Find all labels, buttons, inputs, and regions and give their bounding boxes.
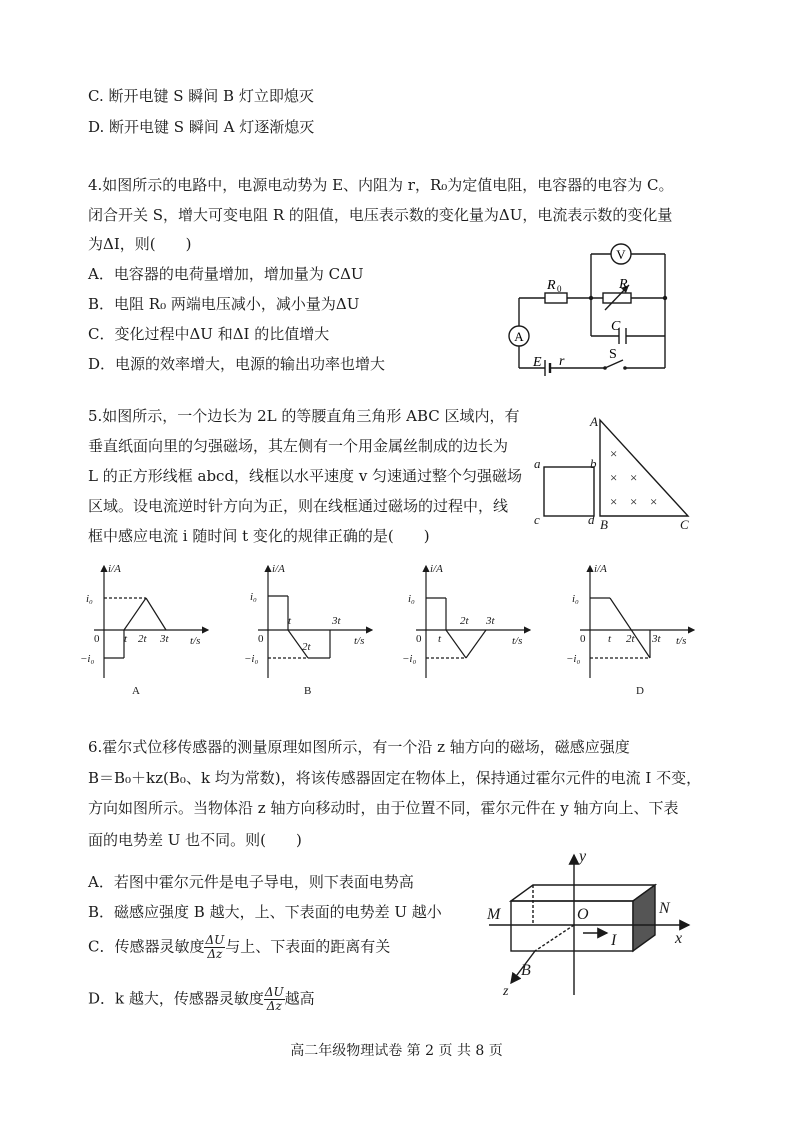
field-x: × (610, 446, 618, 461)
graph-a (80, 563, 208, 697)
tick-t: t (124, 633, 128, 645)
tick-t: t (288, 615, 292, 627)
q6-hall-sensor-diagram (475, 845, 705, 1005)
axis-ylabel: i/A (108, 563, 121, 575)
tick-2t: 2t (460, 615, 469, 627)
tick-i0: i₀ (408, 593, 415, 605)
tick-neg-i0: −i₀ (244, 653, 259, 665)
origin: 0 (580, 633, 586, 645)
origin: 0 (258, 633, 264, 645)
ammeter-label: A (514, 329, 524, 344)
frame-d: d (588, 512, 595, 527)
tick-t: t (438, 633, 442, 645)
graph-label-b: B (304, 685, 312, 697)
q4-stem-line3: 为ΔI，则( ) (88, 235, 192, 253)
tick-i0: i₀ (572, 593, 579, 605)
switch-label: S (609, 347, 617, 362)
tick-2t: 2t (138, 633, 147, 645)
q3-option-d: D. 断开电键 S 瞬间 A 灯逐渐熄灭 (88, 118, 315, 136)
q5-stem-line4: 区域。设电流逆时针方向为正，则在线框通过磁场的过程中，线 (88, 497, 509, 515)
frame-c: c (534, 512, 540, 527)
axis-xlabel: t/s (354, 635, 365, 647)
face-m-label: M (487, 906, 501, 923)
internal-r-label: r (559, 354, 565, 369)
q6-option-a: A．若图中霍尔元件是电子导电，则下表面电势高 (88, 873, 414, 891)
q6-option-d (88, 986, 315, 1013)
q5-stem-line1: 5.如图所示，一个边长为 2L 的等腰直角三角形 ABC 区域内，有 (88, 407, 520, 425)
fraction-denominator: Δz (266, 999, 282, 1013)
q6-stem-line4: 面的电势差 U 也不同。则( ) (88, 831, 302, 849)
fraction-denominator: Δz (207, 947, 223, 961)
axis-ylabel: i/A (272, 563, 285, 575)
r0-label: R (547, 278, 556, 293)
field-x: × (610, 470, 618, 485)
q4-option-c: C．变化过程中ΔU 和ΔI 的比值增大 (88, 325, 330, 343)
q6-stem-line3: 方向如图所示。当物体沿 z 轴方向移动时，由于位置不同，霍尔元件在 y 轴方向上、下表 (88, 799, 679, 817)
axis-xlabel: t/s (676, 635, 687, 647)
q6-stem-line2: B＝B₀＋kz(B₀、k 均为常数)，将该传感器固定在物体上，保持通过霍尔元件的电流 I 不变， (88, 769, 702, 787)
q5-answer-graphs (80, 560, 720, 700)
q6-stem-line1: 6.霍尔式位移传感器的测量原理如图所示，有一个沿 z 轴方向的磁场，磁感应强度 (88, 738, 630, 756)
emf-label: E (533, 355, 542, 370)
axis-ylabel: i/A (594, 563, 607, 575)
q6-option-c-suffix: 与上、下表面的距离有关 (225, 937, 391, 956)
field-x: × (630, 494, 638, 509)
field-x: × (610, 494, 618, 509)
current-i-label: I (611, 932, 617, 949)
graph-c (402, 563, 530, 678)
sensitivity-fraction (264, 986, 285, 1013)
q4-stem-line1: 4.如图所示的电路中，电源电动势为 E、内阻为 r，R₀为定值电阻，电容器的电容为 C。 (88, 176, 674, 194)
r0-subscript: 0 (557, 284, 562, 294)
tick-3t: 3t (160, 633, 169, 645)
fraction-numerator: ΔU (205, 933, 225, 947)
r-label: R (619, 277, 628, 292)
graph-d (566, 563, 694, 697)
face-n-label: N (659, 900, 670, 917)
tick-i0: i₀ (86, 593, 93, 605)
tick-i0: i₀ (250, 591, 257, 603)
q4-option-d: D．电源的效率增大，电源的输出功率也增大 (88, 355, 386, 373)
axis-ylabel: i/A (430, 563, 443, 575)
field-x: × (630, 470, 638, 485)
q6-option-d-prefix: D．k 越大，传感器灵敏度 (88, 989, 264, 1008)
q5-stem-line2: 垂直纸面向里的匀强磁场，其左侧有一个用金属丝制成的边长为 (88, 437, 509, 455)
c-label: C (611, 319, 621, 334)
axis-xlabel: t/s (190, 635, 201, 647)
sensitivity-fraction (204, 934, 225, 961)
origin: 0 (416, 633, 422, 645)
field-x: × (650, 494, 658, 509)
q4-circuit-diagram (505, 238, 685, 378)
q4-stem-line2: 闭合开关 S，增大可变电阻 R 的阻值，电压表示数的变化量为ΔU，电流表示数的变化量 (88, 206, 673, 224)
q6-option-c-prefix: C．传感器灵敏度 (88, 937, 205, 956)
frame-a: a (534, 456, 541, 471)
z-axis-label: z (503, 984, 509, 999)
q6-option-b: B．磁感应强度 B 越大，上、下表面的电势差 U 越小 (88, 903, 442, 921)
origin-o-label: O (577, 906, 589, 923)
x-axis-label: x (675, 930, 683, 947)
field-b-label: B (521, 962, 531, 979)
tick-2t: 2t (302, 641, 311, 653)
vertex-b: B (600, 517, 608, 532)
fraction-numerator: ΔU (264, 985, 284, 999)
tick-neg-i0: −i₀ (402, 653, 417, 665)
q3-option-c: C. 断开电键 S 瞬间 B 灯立即熄灭 (88, 87, 314, 105)
tick-3t: 3t (486, 615, 495, 627)
q6-option-d-suffix: 越高 (284, 989, 315, 1008)
frame-b: b (590, 456, 597, 471)
q5-stem-line3: L 的正方形线框 abcd，线框以水平速度 v 匀速通过整个匀强磁场 (88, 467, 523, 485)
q5-field-diagram (530, 412, 700, 532)
vertex-c: C (680, 517, 689, 532)
tick-neg-i0: −i₀ (80, 653, 95, 665)
tick-3t: 3t (332, 615, 341, 627)
vertex-a: A (590, 414, 598, 429)
tick-neg-i0: −i₀ (566, 653, 581, 665)
tick-3t: 3t (652, 633, 661, 645)
tick-t: t (608, 633, 612, 645)
axis-xlabel: t/s (512, 635, 523, 647)
q6-option-c (88, 934, 390, 961)
tick-2t: 2t (626, 633, 635, 645)
y-axis-label: y (579, 848, 587, 865)
origin: 0 (94, 633, 100, 645)
voltmeter-label: V (616, 247, 626, 262)
graph-label-d: D (636, 685, 644, 697)
q5-stem-line5: 框中感应电流 i 随时间 t 变化的规律正确的是( ) (88, 527, 430, 545)
graph-b (244, 563, 372, 697)
page-footer: 高二年级物理试卷 第 2 页 共 8 页 (290, 1043, 503, 1059)
q4-option-a: A．电容器的电荷量增加，增加量为 CΔU (88, 265, 364, 283)
q4-option-b: B．电阻 R₀ 两端电压减小，减小量为ΔU (88, 295, 360, 313)
graph-label-a: A (132, 685, 140, 697)
